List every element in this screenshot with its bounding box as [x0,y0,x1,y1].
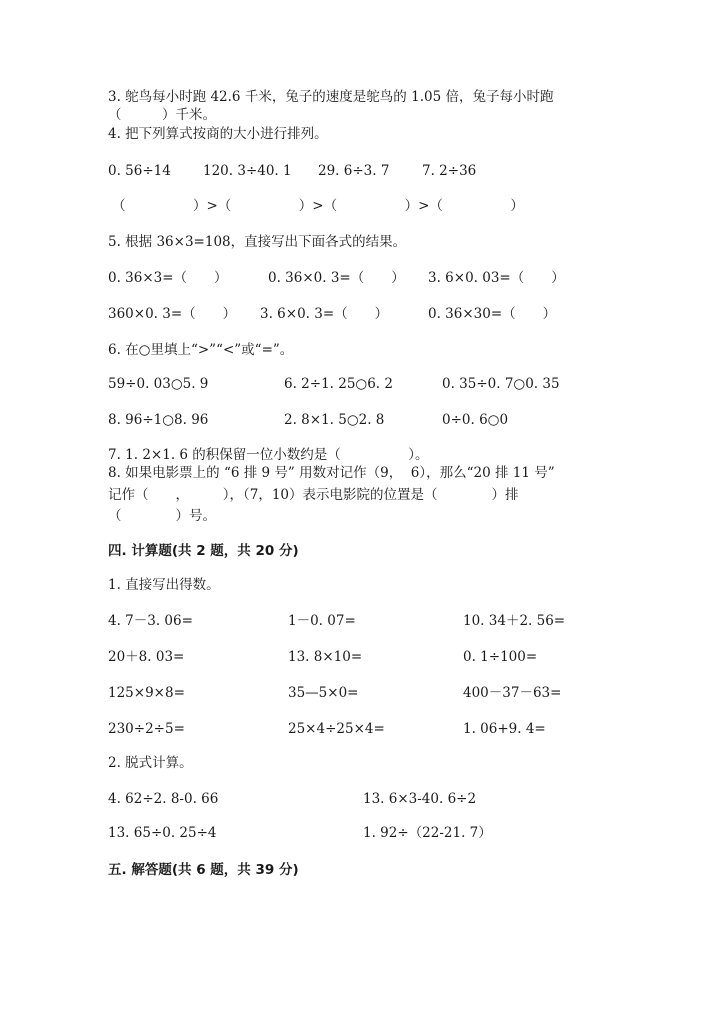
q6-item: 0÷0. 6○0 [442,412,509,428]
q4-item: 29. 6÷3. 7 [318,163,390,179]
s4-q1-item: 0. 1÷100= [463,649,538,665]
s4-q2-title: 2. 脱式计算。 [108,755,193,771]
s4-q2-item: 13. 6×3-40. 6÷2 [363,791,477,807]
s4-q2-item: 13. 65÷0. 25÷4 [108,825,217,841]
q4-title: 4. 把下列算式按商的大小进行排列。 [108,126,328,142]
q5-item: 0. 36×0. 3=（ ） [268,270,405,286]
s4-q2-item: 4. 62÷2. 8-0. 66 [108,791,219,807]
s4-q1-item: 4. 7－3. 06= [108,613,193,629]
s4-q1-item: 1－0. 07= [288,613,356,629]
q6-item: 59÷0. 03○5. 9 [108,376,209,392]
s4-q1-item: 125×9×8= [108,685,185,701]
s4-q1-item: 25×4÷25×4= [288,721,385,737]
s4-q1-item: 400－37－63= [463,685,562,701]
q6-item: 0. 35÷0. 7○0. 35 [442,376,560,392]
q6-item: 2. 8×1. 5○2. 8 [284,412,385,428]
q6-title: 6. 在○里填上“>”“<”或“=”。 [108,342,294,358]
q8-line-2: 记作（ ， ），（7，10）表示电影院的位置是（ ）排 [108,487,519,503]
q5-title: 5. 根据 36×3=108，直接写出下面各式的结果。 [108,234,407,250]
s4-q1-item: 230÷2÷5= [108,721,185,737]
q6-item: 6. 2÷1. 25○6. 2 [284,376,393,392]
s4-q1-item: 13. 8×10= [288,649,363,665]
q4-item: 120. 3÷40. 1 [203,163,292,179]
s4-q1-item: 20＋8. 03= [108,649,185,665]
q4-item: 7. 2÷36 [422,163,477,179]
section-5-title: 五. 解答题(共 6 题，共 39 分) [108,862,299,878]
s4-q1-title: 1. 直接写出得数。 [108,577,220,593]
s4-q2-item: 1. 92÷（22-21. 7） [363,825,492,841]
s4-q1-item: 10. 34＋2. 56= [463,613,566,629]
section-4-title: 四. 计算题(共 2 题，共 20 分) [108,543,299,559]
q3-line-1: 3. 鸵鸟每小时跑 42.6 千米，兔子的速度是鸵鸟的 1.05 倍，兔子每小时跑 [108,89,554,105]
q5-item: 3. 6×0. 3=（ ） [260,306,389,322]
q6-item: 8. 96÷1○8. 96 [108,412,209,428]
q5-item: 0. 36×3=（ ） [108,270,228,286]
s4-q1-item: 1. 06+9. 4= [463,721,546,737]
q3-line-2: （ ）千米。 [108,107,216,123]
q5-item: 0. 36×30=（ ） [428,306,557,322]
q8-line-3: （ ）号。 [108,508,216,524]
q8-line-1: 8. 如果电影票上的 “6 排 9 号” 用数对记作（9， 6），那么“20 排 11 号” [108,465,555,481]
q4-ordering-blanks: （ ）>（ ）>（ ）>（ ） [112,198,524,214]
q5-item: 360×0. 3=（ ） [108,306,237,322]
s4-q1-item: 35—5×0= [288,685,359,701]
q5-item: 3. 6×0. 03=（ ） [428,270,565,286]
q7-text: 7. 1. 2×1. 6 的积保留一位小数约是（ ）。 [108,447,429,463]
q4-item: 0. 56÷14 [108,163,171,179]
